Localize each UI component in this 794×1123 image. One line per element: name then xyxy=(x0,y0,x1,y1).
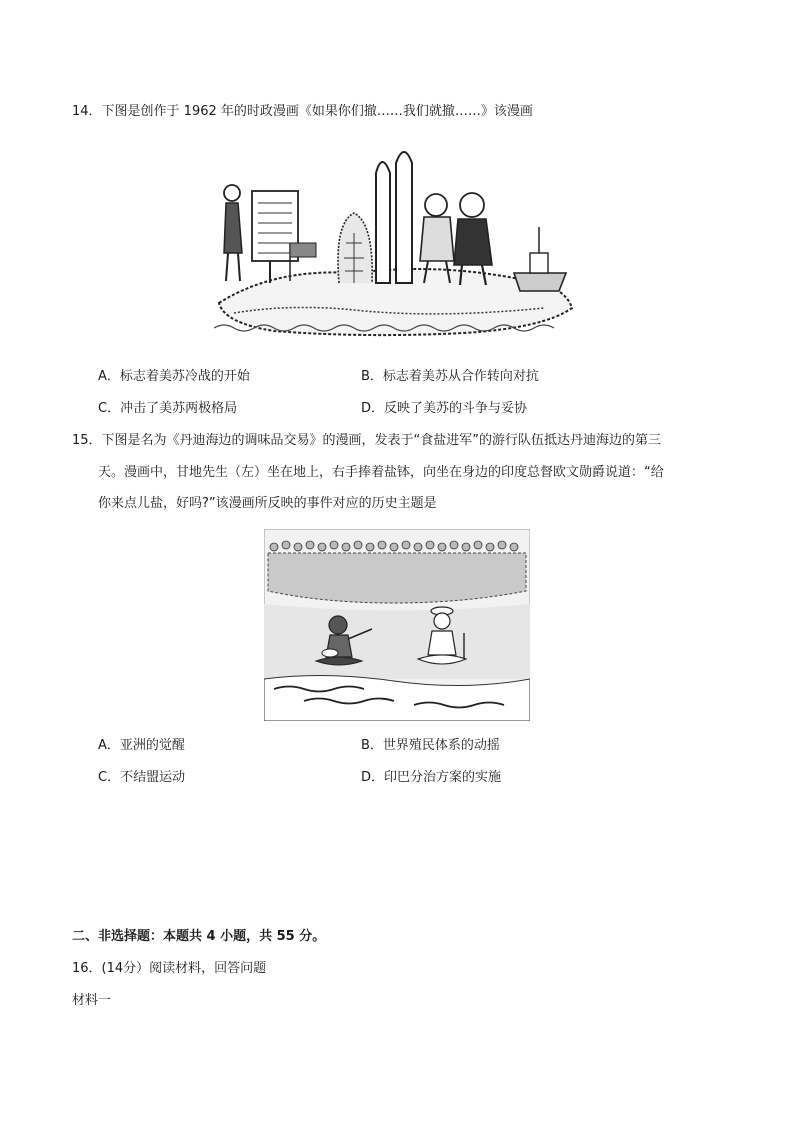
q14-option-b[interactable]: B．标志着美苏从合作转向对抗 xyxy=(361,369,539,384)
q16-stem: 16．(14分）阅读材料，回答问题 xyxy=(72,961,267,976)
q14-stem: 14．下图是创作于 1962 年的时政漫画《如果你们撤……我们就撤……》该漫画 xyxy=(72,104,533,119)
section-heading: 二、非选择题：本题共 4 小题，共 55 分。 xyxy=(72,929,326,944)
q15-option-c[interactable]: C．不结盟运动 xyxy=(98,770,186,785)
q14-option-c[interactable]: C．冲击了美苏两极格局 xyxy=(98,401,238,416)
q15-option-b[interactable]: B．世界殖民体系的动摇 xyxy=(361,738,500,753)
q15-stem-line-2: 天。漫画中，甘地先生（左）坐在地上，右手捧着盐钵，向坐在身边的印度总督欧文勋爵说道：“给 xyxy=(98,465,664,480)
q14-option-a[interactable]: A．标志着美苏冷战的开始 xyxy=(98,369,250,384)
q15-option-d[interactable]: D．印巴分治方案的实施 xyxy=(361,770,502,785)
q15-stem-line-3: 你来点儿盐，好吗?”该漫画所反映的事件对应的历史主题是 xyxy=(98,496,437,511)
q15-stem-line-1: 15．下图是名为《丹迪海边的调味品交易》的漫画，发表于“食盐进军”的游行队伍抵达丹迪海边的第三 xyxy=(72,433,662,448)
q14-option-d[interactable]: D．反映了美苏的斗争与妥协 xyxy=(361,401,528,416)
q14-cartoon-image xyxy=(214,143,574,343)
q16-material-label: 材料一 xyxy=(72,993,112,1008)
q15-option-a[interactable]: A．亚洲的觉醒 xyxy=(98,738,185,753)
q15-cartoon-image xyxy=(264,529,530,721)
